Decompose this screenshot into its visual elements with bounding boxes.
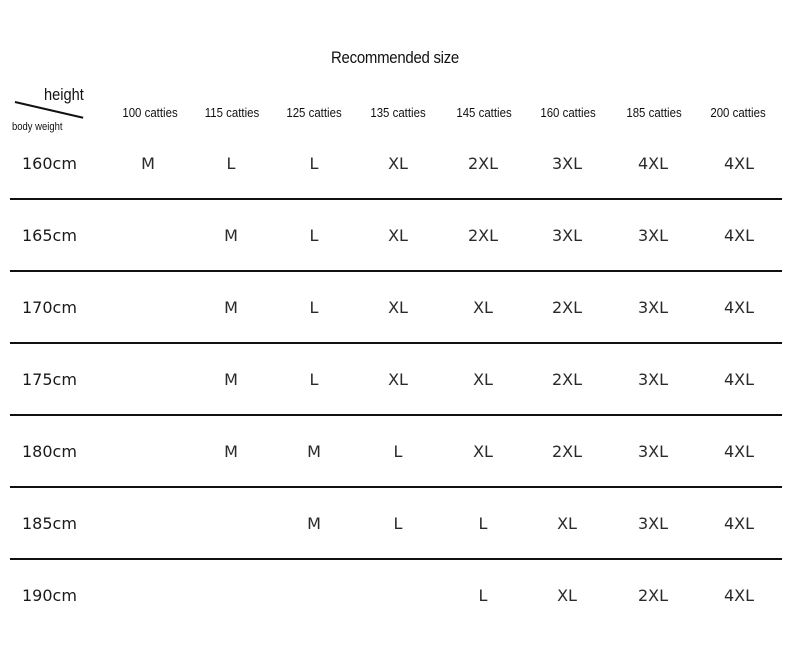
table-row xyxy=(0,559,790,631)
size-cell: 4XL xyxy=(637,153,669,173)
size-cell: M xyxy=(224,369,238,389)
size-cell: XL xyxy=(388,225,408,245)
size-cell: 3XL xyxy=(637,513,669,533)
size-cell: L xyxy=(393,441,403,461)
size-cell: M xyxy=(141,153,155,173)
table-row xyxy=(0,127,790,199)
size-cell: 3XL xyxy=(551,153,583,173)
size-cell: M xyxy=(224,225,238,245)
table-row xyxy=(0,271,790,343)
column-header: 100 catties xyxy=(122,105,178,120)
table-row xyxy=(0,343,790,415)
size-cell: XL xyxy=(557,513,577,533)
size-cell xyxy=(113,343,183,415)
size-cell: XL xyxy=(388,297,408,317)
size-cell: L xyxy=(309,297,319,317)
size-cell: 3XL xyxy=(551,225,583,245)
column-header: 115 catties xyxy=(204,105,260,120)
column-header: 145 catties xyxy=(456,105,512,120)
column-header: 185 catties xyxy=(626,105,682,120)
size-cell: L xyxy=(226,153,236,173)
size-cell: XL xyxy=(473,369,493,389)
size-cell: L xyxy=(309,369,319,389)
size-cell: M xyxy=(224,297,238,317)
size-cell: L xyxy=(309,153,319,173)
column-header: 200 catties xyxy=(710,105,766,120)
size-cell xyxy=(196,487,266,559)
size-cell: 4XL xyxy=(723,225,755,245)
size-cell xyxy=(196,559,266,631)
row-height-label: 165cm xyxy=(22,225,77,245)
size-cell xyxy=(113,487,183,559)
table-row xyxy=(0,199,790,271)
size-cell: XL xyxy=(388,153,408,173)
size-cell xyxy=(113,559,183,631)
size-cell: 3XL xyxy=(637,441,669,461)
row-height-label: 180cm xyxy=(22,441,77,461)
size-cell: L xyxy=(393,513,403,533)
page-title: Recommended size xyxy=(331,48,459,67)
row-height-label: 175cm xyxy=(22,369,77,389)
column-header: 160 catties xyxy=(540,105,596,120)
size-cell: L xyxy=(478,585,488,605)
row-height-label: 190cm xyxy=(22,585,77,605)
size-cell: 4XL xyxy=(723,513,755,533)
size-cell: 2XL xyxy=(551,441,583,461)
size-cell: 3XL xyxy=(637,225,669,245)
size-cell: 2XL xyxy=(551,369,583,389)
size-cell: M xyxy=(224,441,238,461)
row-height-label: 170cm xyxy=(22,297,77,317)
height-axis-label: height xyxy=(44,85,84,104)
row-height-label: 160cm xyxy=(22,153,77,173)
size-cell xyxy=(113,271,183,343)
size-cell: 4XL xyxy=(723,441,755,461)
size-cell: L xyxy=(309,225,319,245)
size-cell: M xyxy=(307,513,321,533)
size-cell: 4XL xyxy=(723,585,755,605)
size-cell: M xyxy=(307,441,321,461)
size-cell: XL xyxy=(557,585,577,605)
table-row xyxy=(0,487,790,559)
table-row xyxy=(0,415,790,487)
size-cell xyxy=(279,559,349,631)
size-cell xyxy=(113,199,183,271)
size-cell: XL xyxy=(388,369,408,389)
size-cell xyxy=(363,559,433,631)
column-header: 125 catties xyxy=(286,105,342,120)
size-cell: 4XL xyxy=(723,153,755,173)
size-cell: XL xyxy=(473,441,493,461)
size-cell: 4XL xyxy=(723,297,755,317)
column-header: 135 catties xyxy=(370,105,426,120)
size-cell: 2XL xyxy=(467,225,499,245)
size-cell: 3XL xyxy=(637,369,669,389)
size-cell: 2XL xyxy=(637,585,669,605)
size-cell: 3XL xyxy=(637,297,669,317)
weight-axis-label: body weight xyxy=(12,121,63,133)
size-cell: 2XL xyxy=(467,153,499,173)
size-cell xyxy=(113,415,183,487)
size-cell: L xyxy=(478,513,488,533)
row-height-label: 185cm xyxy=(22,513,77,533)
size-cell: 2XL xyxy=(551,297,583,317)
size-cell: 4XL xyxy=(723,369,755,389)
size-cell: XL xyxy=(473,297,493,317)
